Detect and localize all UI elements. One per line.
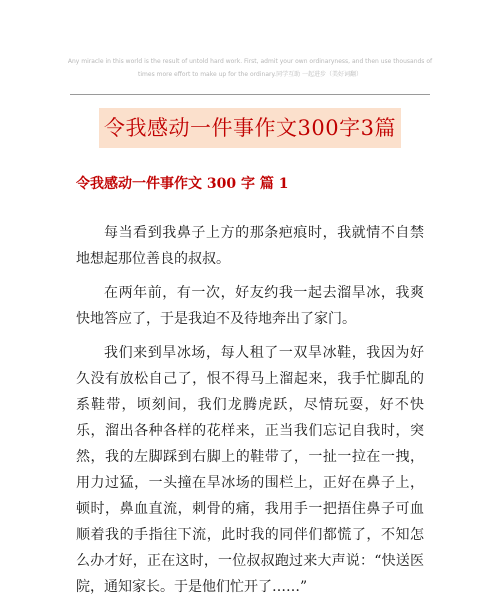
paragraph-1: 每当看到我鼻子上方的那条疤痕时，我就情不自禁地想起那位善良的叔叔。: [76, 225, 424, 267]
paragraph-3: 我们来到旱冰场，每人租了一双旱冰鞋，我因为好久没有放松自己了，恨不得马上溜起来，我手忙脚乱的系鞋带，顷刻间，我们龙腾虎跃，尽情玩耍，好不快乐，溜出各种各样的花样来，正当我们忘记自我时，突然，我的左脚踩到右脚上的鞋带了，一扯一拉在一拽，用力过猛，一头撞在旱冰场的围栏上，正好在鼻子上，顿时，鼻血直流，刺骨的痛，我用手一把捂住鼻子可血顺着我的手指往下流，此时我的同伴们都慌了，不知怎么办才好，正在这时，一位叔叔跑过来大声说：“快送医院，通知家长。于是他们忙开了……”: [76, 345, 424, 595]
document-title: 令我感动一件事作文300字3篇: [99, 108, 401, 148]
header-note: Any miracle in this world is the result of untold hard work. First, admit your own ordinaryness, and then use thousands of times more effort to make up for the ordinary.同学互助 一起进步（美好词翻）: [67, 58, 433, 78]
title-container: [0, 108, 500, 148]
header-divider: [70, 94, 430, 95]
section-heading: 令我感动一件事作文 300 字 篇 1: [76, 176, 289, 192]
paragraph-2: 在两年前，有一次，好友约我一起去溜旱冰，我爽快地答应了，于是我迫不及待地奔出了家门。: [76, 285, 424, 327]
